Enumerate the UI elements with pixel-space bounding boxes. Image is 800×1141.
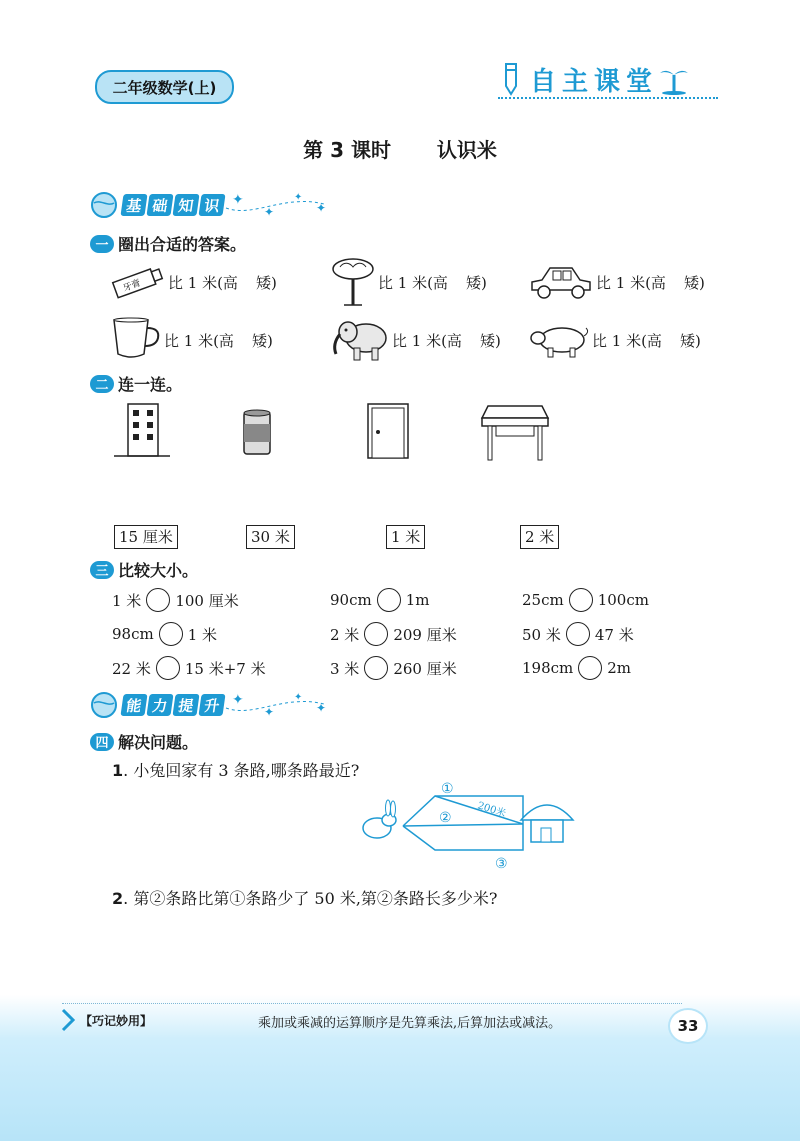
- compare-item: 2 米 209 厘米: [330, 622, 457, 646]
- chevron-right-icon: [60, 1008, 76, 1032]
- q1-item-text: 比 1 米(高 矮): [164, 332, 273, 350]
- svg-text:✦: ✦: [232, 692, 244, 708]
- problem-2: 2. 第②条路比第①条路少了 50 米,第②条路长多少米?: [112, 889, 498, 908]
- toothpaste-label: 牙膏: [121, 278, 143, 295]
- pencil-icon: [498, 62, 524, 96]
- globe-icon: [90, 691, 118, 719]
- section-banner-skills: [90, 690, 334, 720]
- svg-text:✦: ✦: [316, 201, 327, 215]
- footer-divider: [62, 1003, 682, 1004]
- question-4-heading: [90, 730, 198, 753]
- question-number: 一: [90, 235, 114, 253]
- svg-text:✦: ✦: [316, 701, 327, 715]
- brand-underline: [498, 97, 718, 99]
- lesson-title: [0, 134, 800, 163]
- brand-title: 自主课堂: [530, 66, 659, 97]
- length-label: 30 米: [246, 525, 295, 549]
- banner-char: 识: [198, 194, 225, 216]
- banner-char: 提: [172, 694, 199, 716]
- compare-item: 90cm 1m: [330, 588, 430, 612]
- door-icon: [366, 402, 410, 460]
- svg-text:✦: ✦: [294, 692, 303, 703]
- question-text: 圈出合适的答案。: [118, 235, 247, 254]
- footer-tip: 乘加或乘减的运算顺序是先算乘法,后算加法或减法。: [258, 1016, 562, 1031]
- banner-char: 础: [146, 194, 173, 216]
- compare-item: 3 米 260 厘米: [330, 656, 457, 680]
- svg-text:✦: ✦: [264, 705, 275, 719]
- lesson-number: 第 3 课时: [303, 138, 391, 162]
- q1-item-text: 比 1 米(高 矮): [592, 332, 701, 350]
- answer-circle[interactable]: [377, 588, 401, 612]
- answer-circle[interactable]: [569, 588, 593, 612]
- answer-circle[interactable]: [566, 622, 590, 646]
- question-number: 二: [90, 375, 114, 393]
- table-icon: [478, 404, 552, 462]
- toothpaste-icon: [108, 262, 168, 302]
- problem-1: 1. 小兔回家有 3 条路,哪条路最近?: [112, 761, 360, 780]
- building-icon: [112, 402, 172, 458]
- answer-circle[interactable]: [146, 588, 170, 612]
- palm-tree-icon: [658, 63, 690, 95]
- banner-char: 力: [146, 694, 173, 716]
- question-text: 比较大小。: [118, 561, 199, 580]
- cup-icon: [110, 316, 162, 362]
- length-label: 15 厘米: [114, 525, 178, 549]
- q1-item-text: 比 1 米(高 矮): [378, 274, 487, 292]
- compare-item: 50 米 47 米: [522, 622, 634, 646]
- can-icon: [240, 408, 274, 458]
- question-number: 三: [90, 561, 114, 579]
- question-text: 连一连。: [118, 375, 183, 394]
- banner-char: 基: [120, 194, 147, 216]
- question-3-heading: [90, 558, 198, 581]
- length-label: 2 米: [520, 525, 559, 549]
- footer-tag: 【巧记妙用】: [80, 1014, 153, 1028]
- compare-item: 98cm 1 米: [112, 622, 217, 646]
- sparkle-decoration-icon: [224, 190, 334, 220]
- route-diagram: [355, 780, 585, 872]
- sparkle-decoration-icon: [224, 690, 334, 720]
- answer-circle[interactable]: [159, 622, 183, 646]
- svg-text:✦: ✦: [232, 192, 244, 208]
- pig-icon: [528, 320, 590, 360]
- car-icon: [528, 262, 594, 302]
- q1-item-text: 比 1 米(高 矮): [168, 274, 277, 292]
- route-label: ①: [441, 781, 454, 797]
- answer-circle[interactable]: [156, 656, 180, 680]
- lesson-topic: 认识米: [436, 138, 497, 162]
- rabbit-icon: [363, 800, 396, 838]
- banner-char: 知: [172, 194, 199, 216]
- svg-text:✦: ✦: [294, 192, 303, 203]
- grade-badge: 二年级数学(上): [95, 70, 234, 104]
- route-length-label: 200米: [476, 800, 508, 820]
- svg-text:✦: ✦: [264, 205, 275, 219]
- tree-icon: [330, 255, 376, 307]
- question-2-heading: [90, 372, 182, 395]
- answer-circle[interactable]: [578, 656, 602, 680]
- elephant-icon: [330, 314, 390, 364]
- compare-item: 25cm 100cm: [522, 588, 649, 612]
- question-text: 解决问题。: [118, 733, 199, 752]
- banner-char: 升: [198, 694, 225, 716]
- q1-item-text: 比 1 米(高 矮): [596, 274, 705, 292]
- route-label: ③: [495, 856, 508, 872]
- section-banner-basics: [90, 190, 334, 220]
- compare-item: 1 米 100 厘米: [112, 588, 239, 612]
- q1-item-text: 比 1 米(高 矮): [392, 332, 501, 350]
- page-number: 33: [668, 1008, 708, 1044]
- globe-icon: [90, 191, 118, 219]
- brand-header: [498, 58, 718, 100]
- question-number: 四: [90, 733, 114, 751]
- answer-circle[interactable]: [364, 622, 388, 646]
- compare-item: 198cm 2m: [522, 656, 631, 680]
- question-1-heading: [90, 232, 246, 255]
- answer-circle[interactable]: [364, 656, 388, 680]
- mushroom-house-icon: [521, 805, 573, 842]
- compare-item: 22 米 15 米+7 米: [112, 656, 266, 680]
- route-label: ②: [439, 810, 452, 826]
- length-label: 1 米: [386, 525, 425, 549]
- banner-char: 能: [120, 694, 147, 716]
